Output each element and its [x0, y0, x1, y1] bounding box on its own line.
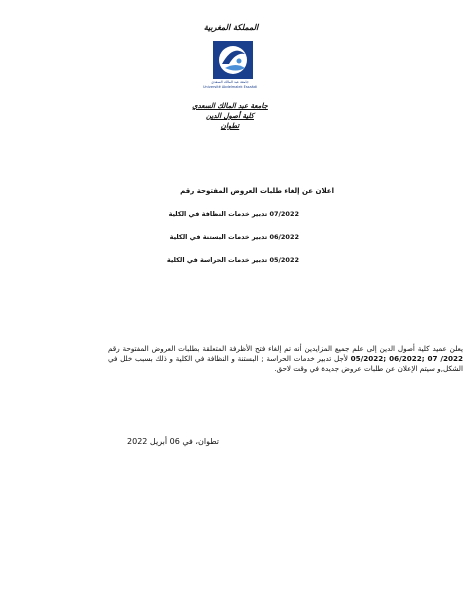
- city-name: تطوان: [220, 122, 240, 130]
- university-name: جامعة عبد المالك السعدي: [192, 102, 268, 110]
- announcement-paragraph: [108, 344, 463, 374]
- logo-caption-arabic: جامعة عبد المالك السعدي: [211, 80, 249, 84]
- announcement-text-end: لأجل تدبير خدمات الحراسة ; البستنة و النظافة في الكلية و ذلك بسبب خلل في الشكل,و سيتم الإعلان عن طلبات عروض جديدة في وقت لاحق.: [108, 354, 463, 373]
- university-logo: [212, 40, 254, 80]
- notice-item: 07/2022 تدبير خدمات النظافة في الكلية: [168, 210, 299, 218]
- kingdom-title: المملكة المغربية: [203, 23, 259, 32]
- notice-heading: اعلان عن إلغاء طلبات العروض المفتوحة رقم: [180, 187, 334, 195]
- announcement-text-start: يعلن عميد كلية أصول الدين إلى علم جميع المزايدين أنه تم إلغاء فتح الأظرفة المتعلقة بطلبات العروض المفتوحة رقم: [108, 344, 463, 353]
- logo-caption-latin: Université Abdelmalek Essaâdi: [203, 84, 257, 89]
- date-line: تطوان، في 06 أبريل 2022: [127, 437, 219, 446]
- tender-numbers: 05/2022; 06/2022; 07 /2022: [350, 354, 464, 363]
- faculty-name: كلية أصول الدين: [205, 112, 254, 120]
- notice-item: 06/2022 تدبير خدمات البستنة في الكلية: [169, 233, 299, 241]
- notice-item: 05/2022 تدبير خدمات الحراسة في الكلية: [166, 256, 299, 264]
- logo-caption: [190, 80, 270, 89]
